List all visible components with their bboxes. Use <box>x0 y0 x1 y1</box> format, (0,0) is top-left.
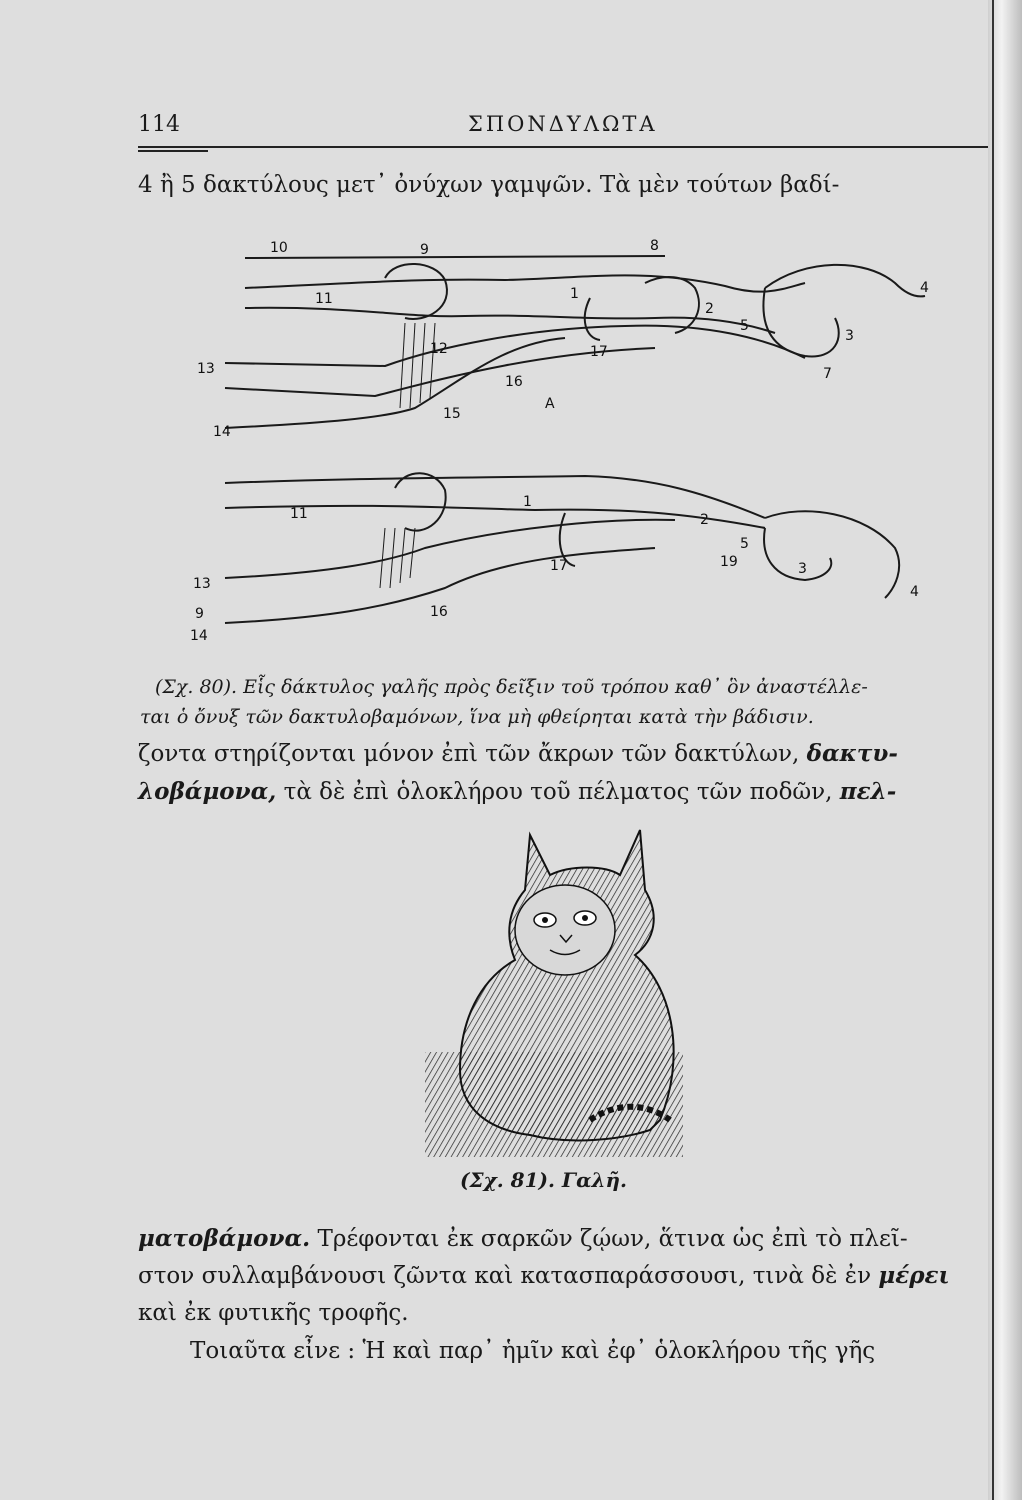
header-rule <box>138 146 988 148</box>
text-segment: Τρέφονται ἐκ σαρκῶν ζῴων, ἅτινα ὡς ἐπὶ τὸ πλεῖ- <box>317 1226 908 1252</box>
text-line-top: 4 ἢ 5 δακτύλους μετ᾽ ὀνύχων γαμψῶν. Τὰ μὲν τούτων βαδί- <box>138 172 840 198</box>
fig80-label-7: 7 <box>823 366 832 382</box>
text-segment: ζοντα στηρίζονται μόνον ἐπὶ τῶν ἄκρων τῶν δακτύλων, <box>138 741 800 767</box>
bold-term: λοβάμονα, <box>138 778 277 805</box>
fig80-b-label-3: 3 <box>798 561 807 577</box>
fig80-label-16: 16 <box>505 374 523 390</box>
fig80-b-label-4: 4 <box>910 584 919 600</box>
fig80-label-9: 9 <box>420 242 429 258</box>
fig80-label-11: 11 <box>315 291 333 307</box>
figure-81-cat-drawing <box>420 820 690 1165</box>
fig80-b-label-16: 16 <box>430 604 448 620</box>
fig80-label-2: 2 <box>705 301 714 317</box>
running-title: ΣΠΟΝΔΥΛΩΤΑ <box>468 112 658 136</box>
fig80-label-14: 14 <box>213 424 231 440</box>
text-line-bottom-2 <box>138 1262 950 1289</box>
fig80-label-4: 4 <box>920 280 929 296</box>
figure-80-caption-line2: ται ὁ ὄνυξ τῶν δακτυλοβαμόνων, ἵνα μὴ φθείρηται κατὰ τὴν βάδισιν. <box>140 706 814 728</box>
fig80-label-13: 13 <box>197 361 215 377</box>
figure-80-drawing <box>190 228 950 648</box>
fig80-b-label-2: 2 <box>700 512 709 528</box>
text-line-bottom-4: Τοιαῦτα εἶνε : Ἡ καὶ παρ᾽ ἡμῖν καὶ ἐφ᾽ ὁλοκλήρου τῆς γῆς <box>190 1338 876 1364</box>
fig80-label-8: 8 <box>650 238 659 254</box>
fig80-b-label-1: 1 <box>523 494 532 510</box>
page-number: 114 <box>138 112 180 137</box>
page-edge <box>988 0 1022 1500</box>
text-line-bottom-3: καὶ ἐκ φυτικῆς τροφῆς. <box>138 1300 409 1326</box>
fig80-label-1: 1 <box>570 286 579 302</box>
fig80-label-17: 17 <box>590 344 608 360</box>
text-line-bottom-1 <box>138 1225 908 1252</box>
text-line-after-caption-2 <box>138 778 896 805</box>
page-header <box>138 112 988 152</box>
fig80-b-label-17: 17 <box>550 558 568 574</box>
figure-81-caption: (Σχ. 81). Γαλῆ. <box>460 1168 628 1192</box>
fig80-b-label-14: 14 <box>190 628 208 644</box>
bold-term: μέρει <box>878 1262 950 1289</box>
bold-term: ματοβάμονα. <box>138 1225 311 1252</box>
fig80-label-5: 5 <box>740 318 749 334</box>
bold-term: δακτυ- <box>806 740 898 767</box>
fig80-label-12: 12 <box>430 341 448 357</box>
fig80-label-15: 15 <box>443 406 461 422</box>
fig80-label-10: 10 <box>270 240 288 256</box>
text-line-after-caption-1 <box>138 740 898 767</box>
fig80-label-A: A <box>545 396 555 412</box>
fig80-b-label-5: 5 <box>740 536 749 552</box>
fig80-b-label-19: 19 <box>720 554 738 570</box>
text-segment: στον συλλαμβάνουσι ζῶντα καὶ κατασπαράσσουσι, τινὰ δὲ ἐν <box>138 1263 872 1289</box>
fig80-label-3: 3 <box>845 328 854 344</box>
text-segment: τὰ δὲ ἐπὶ ὁλοκλήρου τοῦ πέλματος τῶν ποδῶν, <box>283 779 833 805</box>
bold-term: πελ- <box>839 778 897 805</box>
figure-80-caption-line1: (Σχ. 80). Εἷς δάκτυλος γαλῆς πρὸς δεῖξιν τοῦ τρόπου καθ᾽ ὃν ἀναστέλλε- <box>155 676 868 698</box>
fig80-b-label-11: 11 <box>290 506 308 522</box>
fig80-b-label-13: 13 <box>193 576 211 592</box>
fig80-b-label-9: 9 <box>195 606 204 622</box>
